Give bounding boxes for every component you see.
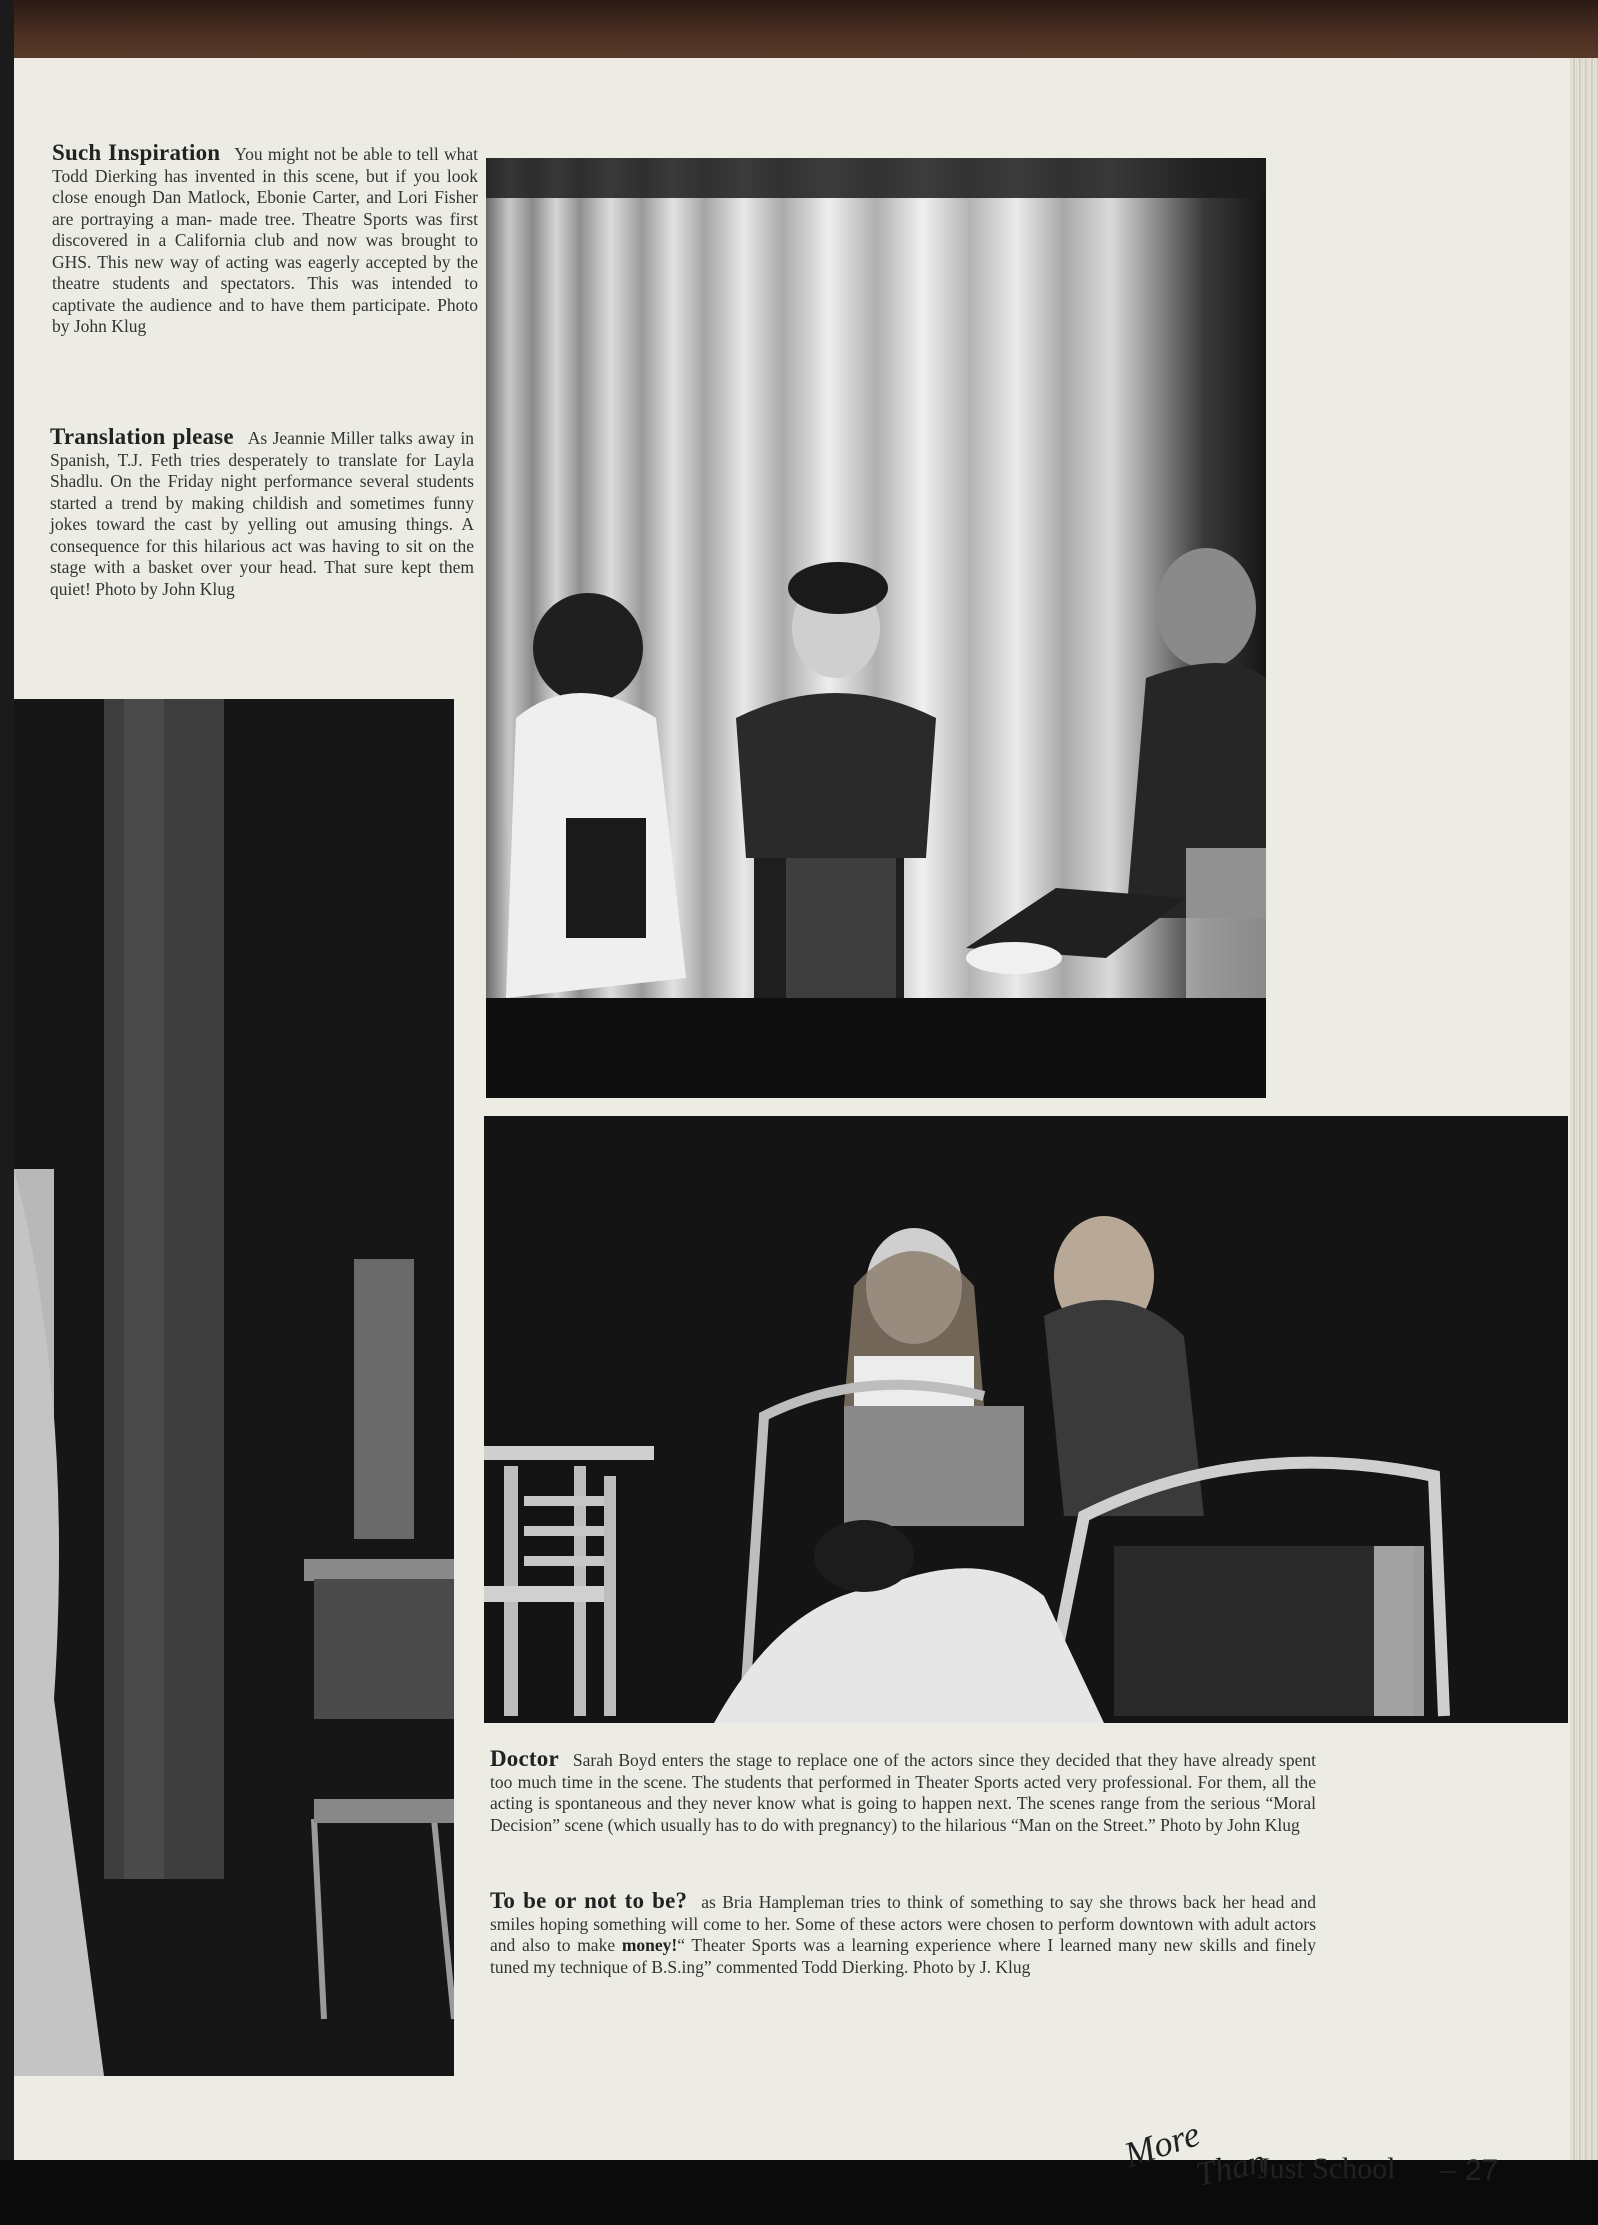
photo-doctor-scene bbox=[484, 1116, 1568, 1723]
caption-heading: Such Inspiration bbox=[52, 140, 221, 165]
caption-body-before: as Bria Hampleman tries to think of something to say she throws back her head and smiles hoping something will come to her. Some of these actors were chosen to perform downtown with adult actors and also to make bbox=[490, 1892, 1317, 1955]
caption-body: Sarah Boyd enters the stage to replace one of the actors since they decided that they have already spent too much time in the scene. The students that performed in Theater Sports acted very professional. For them, all the acting is spontaneous and they never know what is going to happen next. The scenes range from the serious “Moral Decision” scene (which usually has to do with pregnancy) to the hilarious “Man on the Street.” Photo by John Klug bbox=[490, 1750, 1316, 1835]
yearbook-page bbox=[14, 58, 1570, 2194]
caption-body-after: “ Theater Sports was a learning experience where I learned many new skills and finely tuned my technique of B.S.ing” commented Todd Dierking. Photo by J. Klug bbox=[490, 1935, 1317, 1977]
scan-border-left bbox=[0, 0, 14, 2160]
caption-body: As Jeannie Miller talks away in Spanish, T.J. Feth tries desperately to translate for Layla Shadlu. On the Friday night performance several students started a trend by making childish and sometimes funny jokes toward the cast by yelling out amusing things. A consequence for this hilarious act was having to sit on the stage with a basket over your head. That sure kept them quiet! Photo by John Klug bbox=[50, 428, 474, 599]
caption-heading: To be or not to be? bbox=[490, 1888, 688, 1913]
page-number: 27 bbox=[1465, 2154, 1499, 2187]
page-footer bbox=[1119, 2113, 1524, 2200]
photo-stage-wing-chairs bbox=[14, 699, 454, 2076]
footer-more: More bbox=[1119, 2113, 1205, 2176]
footer-dash: – bbox=[1440, 2154, 1456, 2185]
caption-doctor bbox=[490, 1748, 1316, 1836]
caption-translation-please bbox=[50, 426, 474, 600]
scan-border-top bbox=[0, 0, 1598, 60]
caption-body: You might not be able to tell what Todd Dierking has invented in this scene, but if you look close enough Dan Matlock, Ebonie Carter, and Lori Fisher are portraying a man- made tree. Theatre Sports was first discovered in a California club and now was brought to GHS. This new way of acting was eagerly accepted by the theatre students and spectators. This was intended to captivate the audience and to have them participate. Photo by John Klug bbox=[52, 144, 478, 336]
caption-emphasis: money! bbox=[621, 1935, 678, 1955]
caption-heading: Translation please bbox=[50, 424, 234, 449]
footer-than: Than bbox=[1192, 2143, 1269, 2194]
footer-just-school: Just School bbox=[1258, 2152, 1396, 2185]
caption-to-be-or-not-to-be bbox=[490, 1890, 1316, 1978]
caption-heading: Doctor bbox=[490, 1746, 559, 1771]
caption-such-inspiration bbox=[52, 142, 478, 338]
page-stack-edge bbox=[1570, 58, 1598, 2160]
photo-three-actors-on-stage bbox=[486, 158, 1266, 1098]
